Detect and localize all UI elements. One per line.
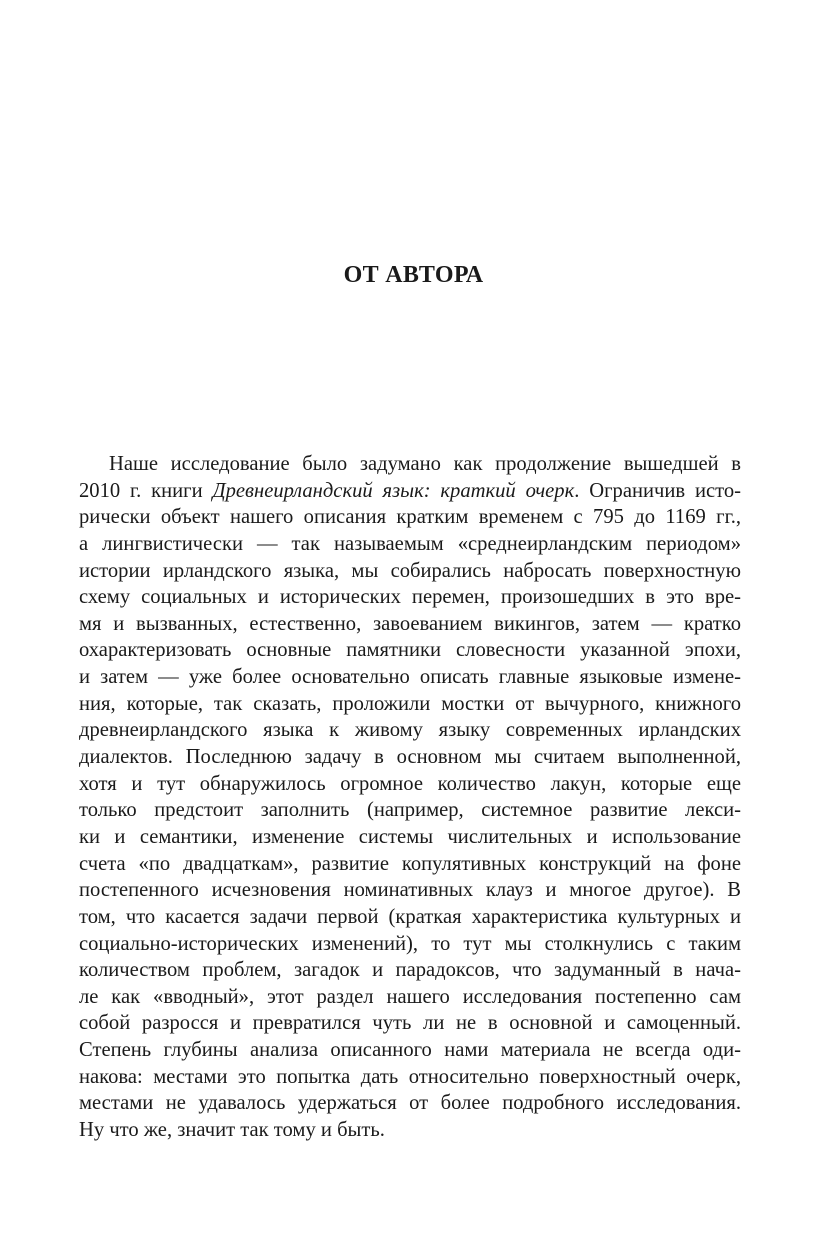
text-line: охарактеризовать основные памятники словесности указанной эпохи, xyxy=(79,639,741,662)
text-line: местами не удавалось удержаться от более подробного исследования. xyxy=(79,1092,741,1115)
text-line: диалектов. Последнюю задачу в основном мы считаем выполненной, xyxy=(79,746,741,769)
text-line: хотя и тут обнаружилось огромное количество лакун, которые еще xyxy=(79,772,741,795)
text-line: схему социальных и исторических перемен, произошедших в это вре- xyxy=(79,586,741,609)
page-heading: ОТ АВТОРА xyxy=(343,262,484,288)
body-paragraph xyxy=(79,451,741,1144)
text-line: рически объект нашего описания кратким временем с 795 до 1169 гг., xyxy=(79,506,741,529)
text-line: и затем — уже более основательно описать главные языковые измене- xyxy=(79,666,741,689)
text-line: ки и семантики, изменение системы числительных и использование xyxy=(79,825,741,848)
text-line: социально-исторических изменений), то тут мы столкнулись с таким xyxy=(79,932,741,955)
text-segment: . Ограничив исто- xyxy=(574,479,742,502)
text-line: ле как «вводный», этот раздел нашего исследования постепенно сам xyxy=(79,985,741,1008)
book-title: Древнеирландский язык: краткий очерк xyxy=(212,479,575,502)
text-line xyxy=(79,478,741,505)
text-line: количеством проблем, загадок и парадоксов, что задуманный в нача- xyxy=(79,959,741,982)
text-segment: 2010 г. книги xyxy=(79,479,213,502)
text-line: истории ирландского языка, мы собирались набросать поверхностную xyxy=(79,559,741,582)
text-line: древнеирландского языка к живому языку современных ирландских xyxy=(79,719,741,742)
text-line: том, что касается задачи первой (краткая характеристика культурных и xyxy=(79,905,741,928)
text-line: ния, которые, так сказать, проложили мостки от вычурного, книжного xyxy=(79,692,741,715)
text-line: Степень глубины анализа описанного нами материала не всегда оди- xyxy=(79,1039,741,1062)
text-line: накова: местами это попытка дать относительно поверхностный очерк, xyxy=(79,1065,741,1088)
text-line: только предстоит заполнить (например, системное развитие лекси- xyxy=(79,799,741,822)
text-line: собой разросся и превратился чуть ли не в основной и самоценный. xyxy=(79,1012,741,1035)
text-line: Ну что же, значит так тому и быть. xyxy=(79,1119,385,1142)
text-line: мя и вызванных, естественно, завоеванием викингов, затем — кратко xyxy=(79,612,741,635)
text-line: а лингвистически — так называемым «среднеирландским периодом» xyxy=(79,532,741,555)
text-line: постепенного исчезновения номинативных клауз и многое другое). В xyxy=(79,879,741,902)
text-line: счета «по двадцаткам», развитие копулятивных конструкций на фоне xyxy=(79,852,741,875)
text-line: Наше исследование было задумано как продолжение вышедшей в xyxy=(109,453,741,475)
